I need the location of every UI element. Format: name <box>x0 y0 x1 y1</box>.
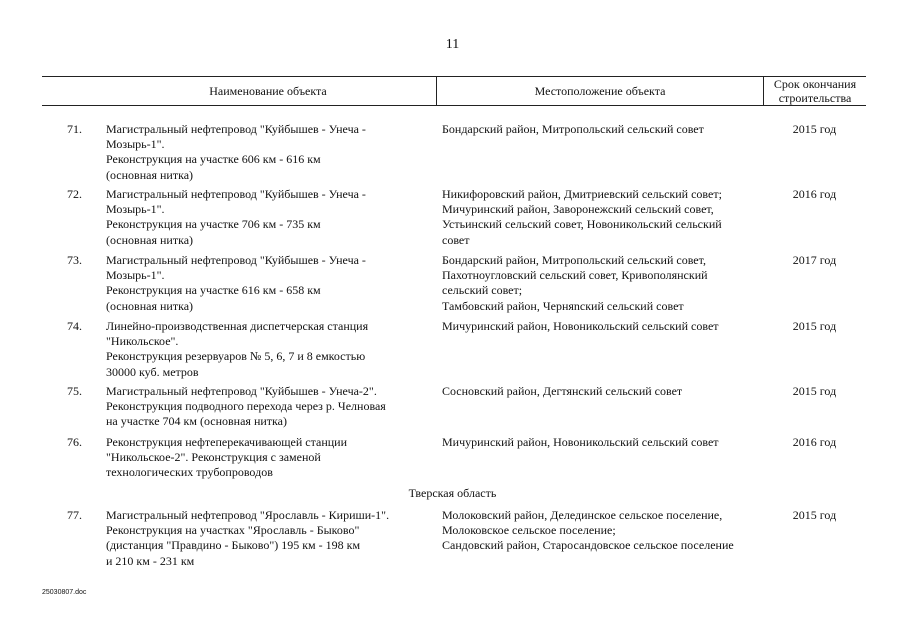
location-line: Сандовский район, Старосандовское сельское поселение <box>442 538 734 553</box>
object-name <box>106 435 436 481</box>
object-name-line: и 210 км - 231 км <box>106 553 195 568</box>
object-name <box>106 508 436 569</box>
object-name-line: "Никольское". <box>106 334 179 349</box>
object-location <box>442 508 757 554</box>
completion-term: 2017 год <box>792 253 837 267</box>
object-name-line: "Никольское-2". Реконструкция с заменой <box>106 450 321 465</box>
object-name-line: Реконструкция резервуаров № 5, 6, 7 и 8 емкостью <box>106 349 366 364</box>
row-number: 74. <box>67 319 82 333</box>
header-bottom-rule <box>42 105 866 106</box>
location-line: сельский совет; <box>442 283 523 298</box>
object-name-line: Реконструкция нефтеперекачивающей станции <box>106 435 348 449</box>
object-location <box>442 384 757 399</box>
object-name-line: Магистральный нефтепровод "Куйбышев - Унеча - <box>106 122 366 136</box>
object-name-line: Мозырь-1". <box>106 202 165 217</box>
location-line: Бондарский район, Митропольский сельский совет <box>442 122 704 136</box>
completion-term: 2015 год <box>792 384 837 398</box>
location-line: Мичуринский район, Заворонежский сельский совет, <box>442 202 714 217</box>
object-name-line: Мозырь-1". <box>106 137 165 152</box>
object-name-line: 30000 куб. метров <box>106 364 199 379</box>
row-number: 76. <box>67 435 82 449</box>
object-name-line: (дистанция "Правдино - Быково") 195 км - 198 км <box>106 538 361 553</box>
object-name-line: Реконструкция подводного перехода через р. Челновая <box>106 399 386 414</box>
region-heading: Тверская область <box>408 486 497 500</box>
row-number: 77. <box>67 508 82 522</box>
object-name-line: Магистральный нефтепровод "Куйбышев - Унеча-2". <box>106 384 377 398</box>
object-name-line: Магистральный нефтепровод "Ярославль - Кириши-1". <box>106 508 390 522</box>
object-name-line: Линейно-производственная диспетчерская станция <box>106 319 369 333</box>
object-name-line: на участке 704 км (основная нитка) <box>106 414 287 429</box>
row-number: 73. <box>67 253 82 267</box>
row-number: 71. <box>67 122 82 136</box>
page-number: 11 <box>445 37 460 52</box>
location-line: Никифоровский район, Дмитриевский сельский совет; <box>442 187 722 201</box>
location-line: Сосновский район, Дегтянский сельский совет <box>442 384 683 398</box>
location-line: Мичуринский район, Новоникольский сельский совет <box>442 319 719 333</box>
object-name-line: Реконструкция на участках "Ярославль - Быково" <box>106 523 360 538</box>
location-line: совет <box>442 232 470 247</box>
location-line: Бондарский район, Митропольский сельский совет, <box>442 253 706 267</box>
location-line: Молоковское сельское поселение; <box>442 523 616 538</box>
header-location: Местоположение объекта <box>534 84 666 98</box>
header-term-line-2: строительства <box>778 91 852 105</box>
object-location <box>442 253 757 314</box>
location-line: Мичуринский район, Новоникольский сельский совет <box>442 435 719 449</box>
object-location <box>442 435 757 450</box>
object-name-line: Магистральный нефтепровод "Куйбышев - Унеча - <box>106 187 366 201</box>
object-name <box>106 384 436 430</box>
object-name-line: (основная нитка) <box>106 167 194 182</box>
row-number: 72. <box>67 187 82 201</box>
footer-document-code: 25030807.doc <box>42 589 87 596</box>
header-top-rule <box>42 76 866 77</box>
completion-term: 2015 год <box>792 122 837 136</box>
object-location <box>442 319 757 334</box>
object-name <box>106 253 436 314</box>
object-name-line: Магистральный нефтепровод "Куйбышев - Унеча - <box>106 253 366 267</box>
completion-term: 2015 год <box>792 319 837 333</box>
header-name: Наименование объекта <box>209 84 327 98</box>
location-line: Молоковский район, Делединское сельское поселение, <box>442 508 723 522</box>
object-name-line: Реконструкция на участке 616 км - 658 км <box>106 283 321 298</box>
completion-term: 2016 год <box>792 435 837 449</box>
object-name <box>106 187 436 248</box>
object-name-line: Мозырь-1". <box>106 268 165 283</box>
object-name-line: Реконструкция на участке 606 км - 616 км <box>106 152 321 167</box>
location-line: Пахотноугловский сельский совет, Кривополянский <box>442 268 708 283</box>
row-number: 75. <box>67 384 82 398</box>
object-location <box>442 122 757 137</box>
object-name <box>106 122 436 183</box>
location-line: Устьинский сельский совет, Новоникольский сельский <box>442 217 722 232</box>
object-name-line: Реконструкция на участке 706 км - 735 км <box>106 217 321 232</box>
object-name-line: (основная нитка) <box>106 232 194 247</box>
object-name-line: технологических трубопроводов <box>106 465 273 480</box>
header-term-line-1: Срок окончания <box>773 77 857 91</box>
object-location <box>442 187 757 248</box>
completion-term: 2016 год <box>792 187 837 201</box>
completion-term: 2015 год <box>792 508 837 522</box>
object-name <box>106 319 436 380</box>
object-name-line: (основная нитка) <box>106 298 194 313</box>
location-line: Тамбовский район, Черняnский сельский совет <box>442 298 684 313</box>
header-term <box>764 77 866 105</box>
